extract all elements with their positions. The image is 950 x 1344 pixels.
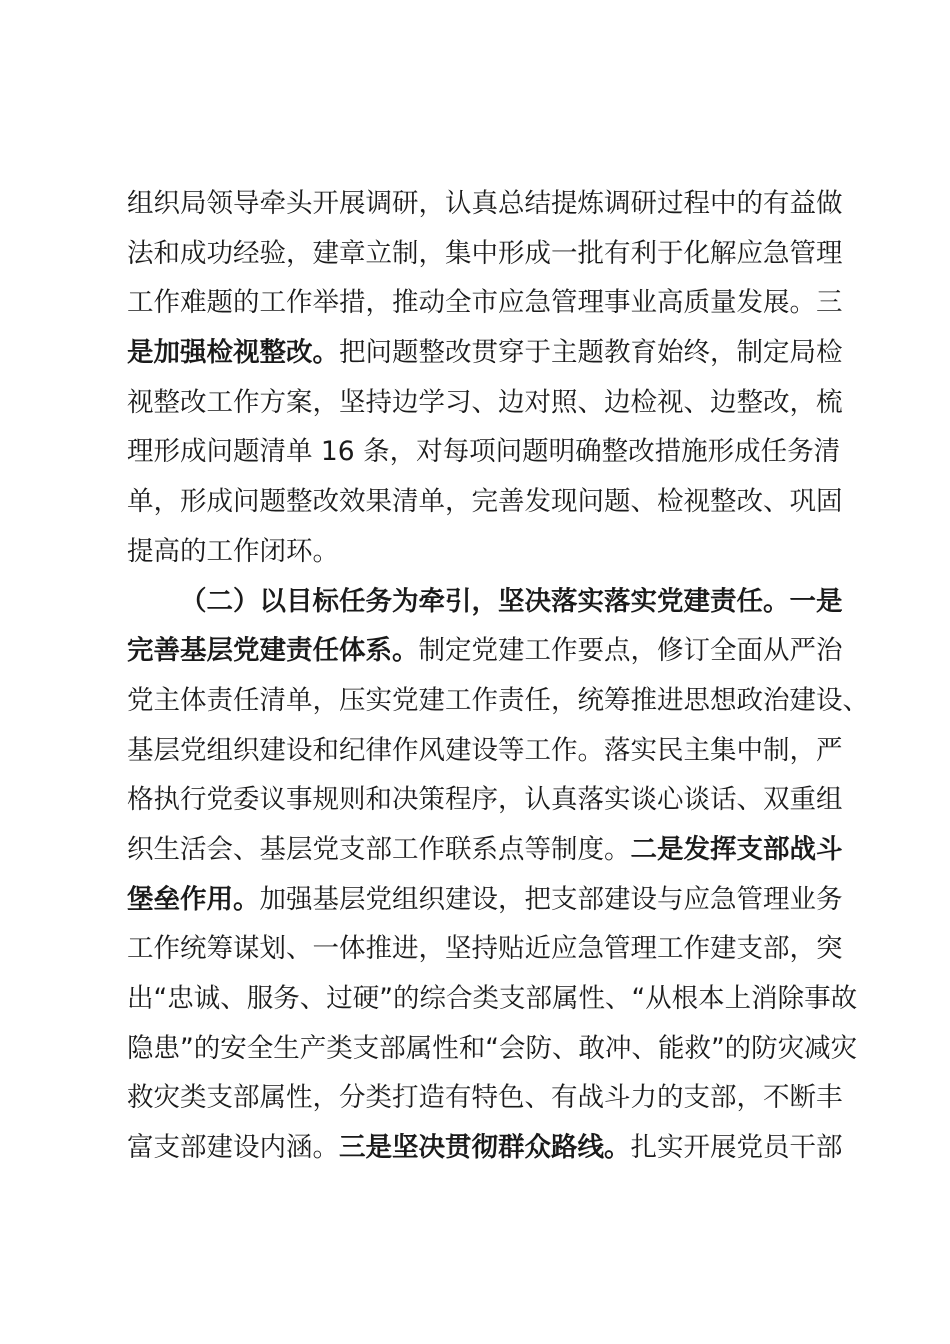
bold-heading: 二是发挥支部战斗 bbox=[630, 833, 843, 865]
text-segment: 富支部建设内涵。 bbox=[127, 1132, 339, 1164]
bold-heading: 堡垒作用。 bbox=[127, 883, 260, 915]
bold-heading: 完善基层党建责任体系。 bbox=[127, 635, 419, 667]
text-line-19 bbox=[127, 1073, 847, 1123]
text-line-13 bbox=[127, 775, 847, 825]
text-segment: 视整改工作方案，坚持边学习、边对照、边检视、边整改，梳 bbox=[127, 386, 843, 418]
section-heading: （二）以目标任务为牵引，坚决落实落实党建责任。一是 bbox=[180, 585, 843, 617]
text-line-11 bbox=[127, 676, 869, 726]
text-line-16 bbox=[127, 924, 847, 974]
text-segment: 理形成问题清单 16 条，对每项问题明确整改措施形成任务清 bbox=[127, 436, 841, 468]
text-segment: 提高的工作闭环。 bbox=[127, 535, 339, 567]
text-segment: 隐患”的安全生产类支部属性和“会防、敢冲、能救”的防灾减灾 bbox=[127, 1032, 858, 1064]
text-line-1 bbox=[127, 179, 847, 229]
text-segment: 织生活会、基层党支部工作联系点等制度。 bbox=[127, 833, 631, 865]
text-line-8 bbox=[127, 527, 847, 577]
bold-heading: 是加强检视整改。 bbox=[127, 337, 339, 369]
text-segment: 把问题整改贯穿于主题教育始终，制定局检 bbox=[339, 337, 843, 369]
text-segment: 工作统筹谋划、一体推进，坚持贴近应急管理工作建支部，突 bbox=[127, 933, 843, 965]
bold-heading: 三是坚决贯彻群众路线。 bbox=[339, 1132, 631, 1164]
text-segment: 加强基层党组织建设，把支部建设与应急管理业务 bbox=[259, 883, 843, 915]
text-line-10 bbox=[127, 626, 847, 676]
body-text bbox=[127, 179, 869, 1173]
text-line-4 bbox=[127, 328, 847, 378]
text-segment: 基层党组织建设和纪律作风建设等工作。落实民主集中制，严 bbox=[127, 734, 843, 766]
text-line-6 bbox=[127, 427, 847, 477]
text-segment: 扎实开展党员干部 bbox=[630, 1132, 843, 1164]
text-segment: 党主体责任清单，压实党建工作责任，统筹推进思想政治建设、 bbox=[127, 684, 869, 716]
text-segment: 单，形成问题整改效果清单，完善发现问题、检视整改、巩固 bbox=[127, 486, 843, 518]
text-line-7 bbox=[127, 477, 847, 527]
text-segment: 法和成功经验，建章立制，集中形成一批有利于化解应急管理 bbox=[127, 237, 843, 269]
text-segment: 制定党建工作要点，修订全面从严治 bbox=[418, 635, 843, 667]
text-line-3 bbox=[127, 278, 847, 328]
text-line-5 bbox=[127, 378, 847, 428]
text-segment: 格执行党委议事规则和决策程序，认真落实谈心谈话、双重组 bbox=[127, 784, 843, 816]
text-line-14 bbox=[127, 825, 847, 875]
text-line-20 bbox=[127, 1123, 847, 1173]
text-segment: 工作难题的工作举措，推动全市应急管理事业高质量发展。三 bbox=[127, 287, 843, 319]
text-segment: 出“忠诚、服务、过硬”的综合类支部属性、“从根本上消除事故 bbox=[127, 983, 858, 1014]
text-line-2 bbox=[127, 229, 847, 279]
text-segment: 救灾类支部属性，分类打造有特色、有战斗力的支部，不断丰 bbox=[127, 1082, 843, 1114]
text-line-18 bbox=[127, 1024, 858, 1074]
section-heading-line bbox=[127, 577, 847, 627]
text-line-12 bbox=[127, 726, 847, 776]
text-line-17 bbox=[127, 974, 858, 1024]
text-line-15 bbox=[127, 875, 847, 925]
text-segment: 组织局领导牵头开展调研，认真总结提炼调研过程中的有益做 bbox=[127, 188, 843, 219]
